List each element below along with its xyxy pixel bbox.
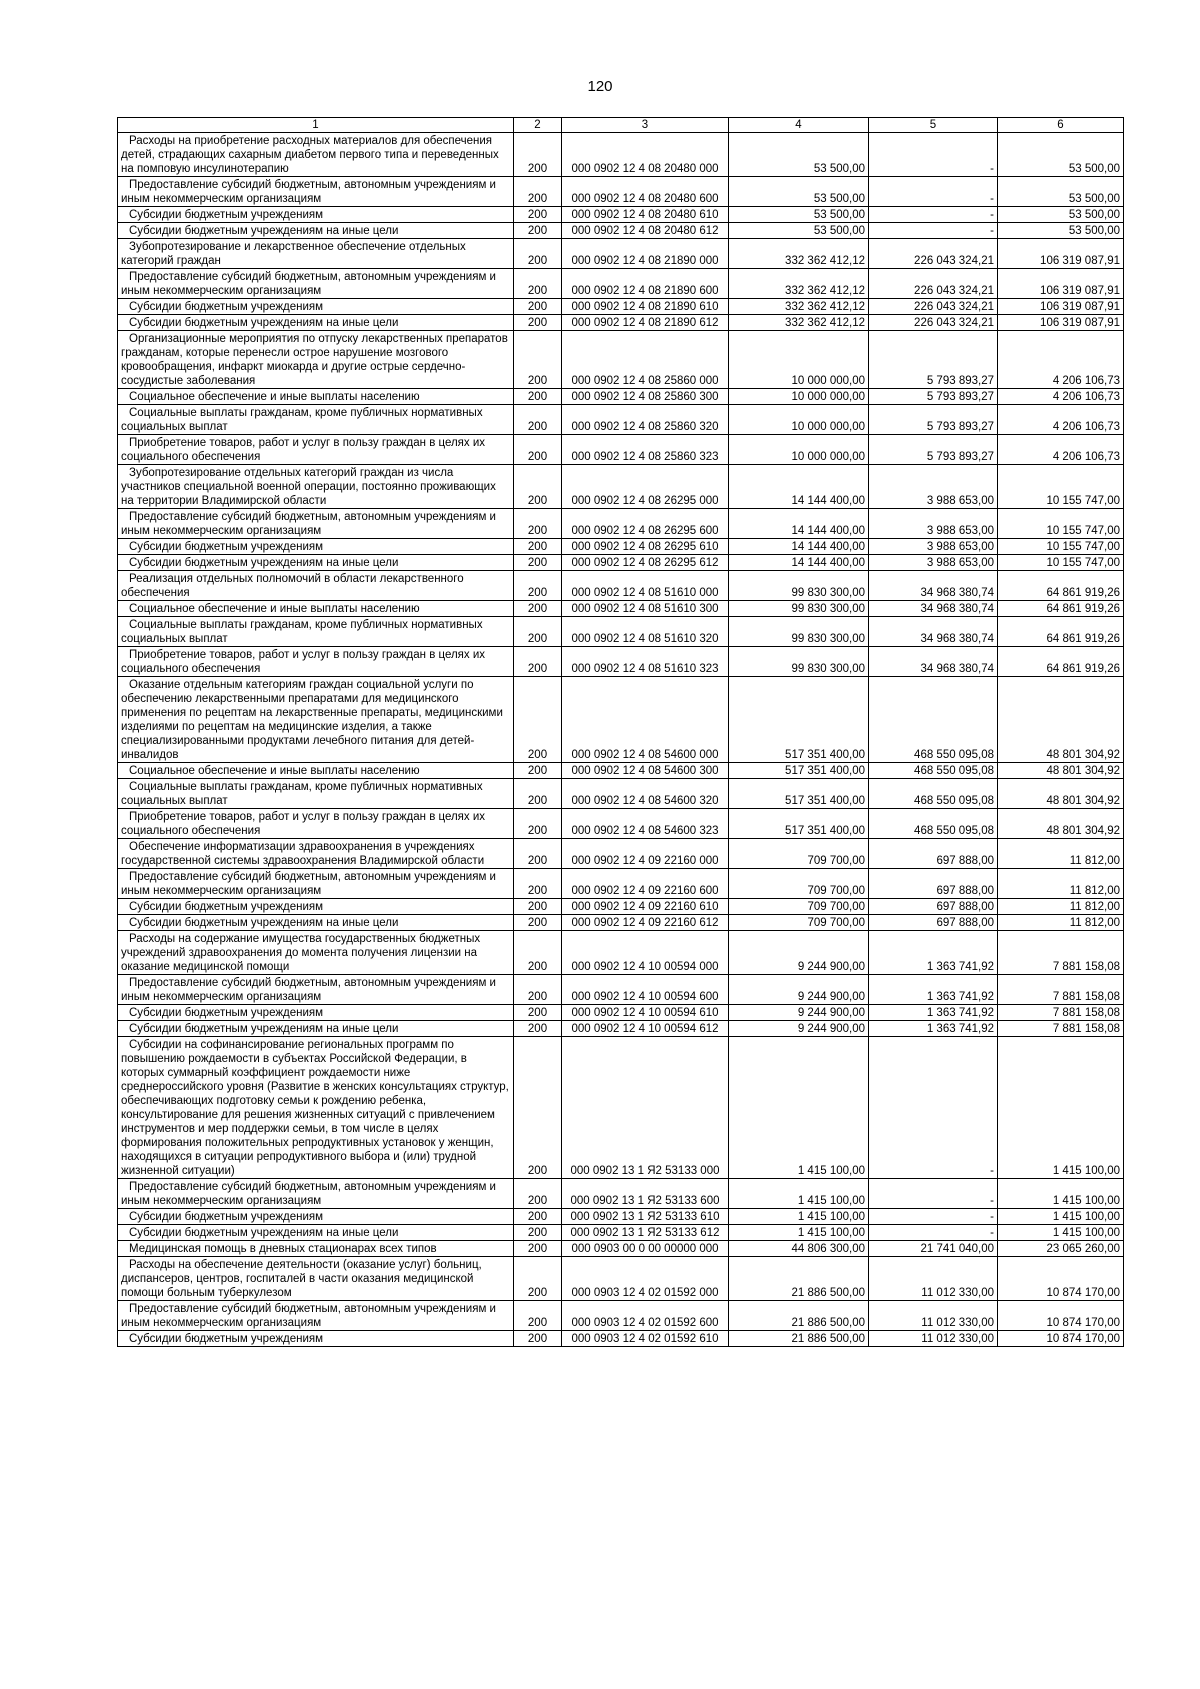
budget-code-cell: 000 0902 12 4 08 26295 610 (562, 539, 729, 555)
table-row (118, 1037, 1124, 1179)
budget-code-cell: 000 0903 00 0 00 00000 000 (562, 1241, 729, 1257)
approved-amount-cell: 517 351 400,00 (729, 809, 869, 839)
table-row (118, 315, 1124, 331)
row-name-cell: Расходы на обеспечение деятельности (оказание услуг) больниц, диспансеров, центров, госпиталей в части оказания медицинской помощи больным туберкулезом (118, 1257, 514, 1301)
table-row (118, 601, 1124, 617)
budget-code-cell: 000 0902 12 4 08 54600 000 (562, 677, 729, 763)
row-name-cell: Субсидии бюджетным учреждениям на иные цели (118, 1225, 514, 1241)
admin-code-cell: 200 (514, 779, 562, 809)
unexecuted-amount-cell: 10 155 747,00 (998, 465, 1124, 509)
table-row (118, 389, 1124, 405)
unexecuted-amount-cell: 48 801 304,92 (998, 763, 1124, 779)
row-name-cell: Зубопротезирование отдельных категорий граждан из числа участников специальной военной операции, постоянно проживающих на территории Владимирской области (118, 465, 514, 509)
unexecuted-amount-cell: 64 861 919,26 (998, 571, 1124, 601)
table-row (118, 1241, 1124, 1257)
admin-code-cell: 200 (514, 1021, 562, 1037)
approved-amount-cell: 53 500,00 (729, 177, 869, 207)
row-name-cell: Приобретение товаров, работ и услуг в пользу граждан в целях их социального обеспечения (118, 647, 514, 677)
admin-code-cell: 200 (514, 839, 562, 869)
row-name-cell: Расходы на приобретение расходных материалов для обеспечения детей, страдающих сахарным диабетом первого типа и переведенных на помповую инсулинотерапию (118, 133, 514, 177)
budget-code-cell: 000 0902 12 4 09 22160 600 (562, 869, 729, 899)
admin-code-cell: 200 (514, 1241, 562, 1257)
admin-code-cell: 200 (514, 1331, 562, 1347)
approved-amount-cell: 1 415 100,00 (729, 1179, 869, 1209)
table-row (118, 869, 1124, 899)
approved-amount-cell: 14 144 400,00 (729, 539, 869, 555)
budget-code-cell: 000 0902 12 4 08 54600 320 (562, 779, 729, 809)
budget-code-cell: 000 0902 12 4 08 21890 612 (562, 315, 729, 331)
table-row (118, 465, 1124, 509)
approved-amount-cell: 21 886 500,00 (729, 1301, 869, 1331)
unexecuted-amount-cell: 10 874 170,00 (998, 1257, 1124, 1301)
unexecuted-amount-cell: 10 155 747,00 (998, 539, 1124, 555)
column-number-row (118, 118, 1124, 133)
executed-amount-cell: 1 363 741,92 (869, 1005, 998, 1021)
table-row (118, 1257, 1124, 1301)
approved-amount-cell: 332 362 412,12 (729, 299, 869, 315)
admin-code-cell: 200 (514, 509, 562, 539)
executed-amount-cell: 34 968 380,74 (869, 571, 998, 601)
executed-amount-cell: 3 988 653,00 (869, 555, 998, 571)
executed-amount-cell: 5 793 893,27 (869, 405, 998, 435)
executed-amount-cell: 3 988 653,00 (869, 539, 998, 555)
row-name-cell: Предоставление субсидий бюджетным, автономным учреждениям и иным некоммерческим организациям (118, 177, 514, 207)
table-row (118, 763, 1124, 779)
row-name-cell: Предоставление субсидий бюджетным, автономным учреждениям и иным некоммерческим организациям (118, 869, 514, 899)
budget-code-cell: 000 0902 12 4 08 20480 612 (562, 223, 729, 239)
approved-amount-cell: 99 830 300,00 (729, 601, 869, 617)
admin-code-cell: 200 (514, 677, 562, 763)
approved-amount-cell: 709 700,00 (729, 839, 869, 869)
approved-amount-cell: 21 886 500,00 (729, 1257, 869, 1301)
approved-amount-cell: 21 886 500,00 (729, 1331, 869, 1347)
table-row (118, 975, 1124, 1005)
column-header-4: 4 (729, 118, 869, 133)
unexecuted-amount-cell: 10 155 747,00 (998, 555, 1124, 571)
table-row (118, 617, 1124, 647)
budget-code-cell: 000 0902 13 1 Я2 53133 612 (562, 1225, 729, 1241)
table-row (118, 1209, 1124, 1225)
budget-code-cell: 000 0902 12 4 08 26295 000 (562, 465, 729, 509)
executed-amount-cell: 11 012 330,00 (869, 1331, 998, 1347)
budget-code-cell: 000 0902 12 4 10 00594 612 (562, 1021, 729, 1037)
row-name-cell: Предоставление субсидий бюджетным, автономным учреждениям и иным некоммерческим организациям (118, 1301, 514, 1331)
unexecuted-amount-cell: 64 861 919,26 (998, 601, 1124, 617)
row-name-cell: Субсидии бюджетным учреждениям (118, 899, 514, 915)
budget-code-cell: 000 0902 13 1 Я2 53133 600 (562, 1179, 729, 1209)
approved-amount-cell: 9 244 900,00 (729, 1005, 869, 1021)
row-name-cell: Социальные выплаты гражданам, кроме публичных нормативных социальных выплат (118, 405, 514, 435)
unexecuted-amount-cell: 1 415 100,00 (998, 1179, 1124, 1209)
column-header-2: 2 (514, 118, 562, 133)
table-row (118, 133, 1124, 177)
row-name-cell: Приобретение товаров, работ и услуг в пользу граждан в целях их социального обеспечения (118, 435, 514, 465)
unexecuted-amount-cell: 1 415 100,00 (998, 1037, 1124, 1179)
table-row (118, 177, 1124, 207)
executed-amount-cell: 697 888,00 (869, 839, 998, 869)
unexecuted-amount-cell: 4 206 106,73 (998, 331, 1124, 389)
row-name-cell: Субсидии бюджетным учреждениям (118, 1331, 514, 1347)
admin-code-cell: 200 (514, 1225, 562, 1241)
approved-amount-cell: 332 362 412,12 (729, 315, 869, 331)
executed-amount-cell: 226 043 324,21 (869, 269, 998, 299)
budget-code-cell: 000 0902 12 4 10 00594 610 (562, 1005, 729, 1021)
unexecuted-amount-cell: 10 874 170,00 (998, 1301, 1124, 1331)
admin-code-cell: 200 (514, 177, 562, 207)
admin-code-cell: 200 (514, 1301, 562, 1331)
executed-amount-cell: 5 793 893,27 (869, 331, 998, 389)
table-row (118, 931, 1124, 975)
budget-code-cell: 000 0902 12 4 08 25860 320 (562, 405, 729, 435)
unexecuted-amount-cell: 106 319 087,91 (998, 299, 1124, 315)
budget-code-cell: 000 0902 12 4 09 22160 000 (562, 839, 729, 869)
row-name-cell: Предоставление субсидий бюджетным, автономным учреждениям и иным некоммерческим организациям (118, 1179, 514, 1209)
unexecuted-amount-cell: 4 206 106,73 (998, 435, 1124, 465)
table-row (118, 571, 1124, 601)
approved-amount-cell: 99 830 300,00 (729, 647, 869, 677)
row-name-cell: Субсидии бюджетным учреждениям на иные цели (118, 1021, 514, 1037)
budget-code-cell: 000 0902 12 4 08 25860 300 (562, 389, 729, 405)
unexecuted-amount-cell: 10 874 170,00 (998, 1331, 1124, 1347)
unexecuted-amount-cell: 106 319 087,91 (998, 315, 1124, 331)
row-name-cell: Субсидии бюджетным учреждениям на иные цели (118, 915, 514, 931)
approved-amount-cell: 709 700,00 (729, 899, 869, 915)
admin-code-cell: 200 (514, 405, 562, 435)
row-name-cell: Реализация отдельных полномочий в области лекарственного обеспечения (118, 571, 514, 601)
budget-code-cell: 000 0902 12 4 09 22160 612 (562, 915, 729, 931)
approved-amount-cell: 517 351 400,00 (729, 763, 869, 779)
approved-amount-cell: 1 415 100,00 (729, 1209, 869, 1225)
budget-code-cell: 000 0902 12 4 08 20480 610 (562, 207, 729, 223)
row-name-cell: Приобретение товаров, работ и услуг в пользу граждан в целях их социального обеспечения (118, 809, 514, 839)
budget-code-cell: 000 0902 12 4 09 22160 610 (562, 899, 729, 915)
approved-amount-cell: 14 144 400,00 (729, 509, 869, 539)
row-name-cell: Предоставление субсидий бюджетным, автономным учреждениям и иным некоммерческим организациям (118, 269, 514, 299)
budget-code-cell: 000 0902 12 4 08 26295 612 (562, 555, 729, 571)
unexecuted-amount-cell: 10 155 747,00 (998, 509, 1124, 539)
approved-amount-cell: 709 700,00 (729, 869, 869, 899)
column-header-1: 1 (118, 118, 514, 133)
executed-amount-cell: 226 043 324,21 (869, 299, 998, 315)
approved-amount-cell: 709 700,00 (729, 915, 869, 931)
row-name-cell: Субсидии бюджетным учреждениям на иные цели (118, 315, 514, 331)
table-row (118, 677, 1124, 763)
approved-amount-cell: 9 244 900,00 (729, 1021, 869, 1037)
unexecuted-amount-cell: 1 415 100,00 (998, 1209, 1124, 1225)
unexecuted-amount-cell: 106 319 087,91 (998, 269, 1124, 299)
unexecuted-amount-cell: 48 801 304,92 (998, 677, 1124, 763)
unexecuted-amount-cell: 11 812,00 (998, 915, 1124, 931)
table-row (118, 1225, 1124, 1241)
executed-amount-cell: 11 012 330,00 (869, 1301, 998, 1331)
admin-code-cell: 200 (514, 975, 562, 1005)
executed-amount-cell: 5 793 893,27 (869, 389, 998, 405)
row-name-cell: Субсидии бюджетным учреждениям на иные цели (118, 555, 514, 571)
admin-code-cell: 200 (514, 1209, 562, 1225)
unexecuted-amount-cell: 7 881 158,08 (998, 1021, 1124, 1037)
budget-code-cell: 000 0902 13 1 Я2 53133 610 (562, 1209, 729, 1225)
executed-amount-cell: 3 988 653,00 (869, 465, 998, 509)
admin-code-cell: 200 (514, 389, 562, 405)
admin-code-cell: 200 (514, 1257, 562, 1301)
unexecuted-amount-cell: 106 319 087,91 (998, 239, 1124, 269)
admin-code-cell: 200 (514, 1005, 562, 1021)
approved-amount-cell: 14 144 400,00 (729, 555, 869, 571)
row-name-cell: Оказание отдельным категориям граждан социальной услуги по обеспечению лекарственными препаратами для медицинского применения по рецептам на лекарственные препараты, медицинскими изделиями по рецептам на медицинские изделия, а также специализированными продуктами лечебного питания для детей-инвалидов (118, 677, 514, 763)
approved-amount-cell: 332 362 412,12 (729, 239, 869, 269)
approved-amount-cell: 10 000 000,00 (729, 435, 869, 465)
budget-code-cell: 000 0902 12 4 08 25860 000 (562, 331, 729, 389)
row-name-cell: Расходы на содержание имущества государственных бюджетных учреждений здравоохранения до момента получения лицензии на оказание медицинской помощи (118, 931, 514, 975)
budget-code-cell: 000 0902 12 4 08 21890 000 (562, 239, 729, 269)
executed-amount-cell: 468 550 095,08 (869, 677, 998, 763)
table-row (118, 509, 1124, 539)
column-header-3: 3 (562, 118, 729, 133)
budget-code-cell: 000 0902 12 4 08 54600 323 (562, 809, 729, 839)
row-name-cell: Социальные выплаты гражданам, кроме публичных нормативных социальных выплат (118, 617, 514, 647)
table-row (118, 1331, 1124, 1347)
admin-code-cell: 200 (514, 763, 562, 779)
admin-code-cell: 200 (514, 869, 562, 899)
table-row (118, 1021, 1124, 1037)
unexecuted-amount-cell: 23 065 260,00 (998, 1241, 1124, 1257)
executed-amount-cell: 34 968 380,74 (869, 601, 998, 617)
table-row (118, 223, 1124, 239)
budget-code-cell: 000 0902 12 4 08 25860 323 (562, 435, 729, 465)
executed-amount-cell: - (869, 1225, 998, 1241)
approved-amount-cell: 1 415 100,00 (729, 1037, 869, 1179)
executed-amount-cell: 226 043 324,21 (869, 239, 998, 269)
budget-code-cell: 000 0902 12 4 08 51610 300 (562, 601, 729, 617)
budget-code-cell: 000 0902 12 4 08 51610 323 (562, 647, 729, 677)
budget-code-cell: 000 0902 12 4 08 54600 300 (562, 763, 729, 779)
table-row (118, 809, 1124, 839)
row-name-cell: Субсидии на софинансирование региональных программ по повышению рождаемости в субъектах Российской Федерации, в которых суммарный коэффициент рождаемости ниже среднероссийского уровня (Развитие в женских консультациях структур, обеспечивающих подготовку семьи к рождению ребенка, консультирование для решения жизненных ситуаций с привлечением инструментов и мер поддержки семьи, в том числе в целях формирования положительных репродуктивных установок у женщин, находящихся в ситуации репродуктивного выбора и (или) трудной жизненной ситуации) (118, 1037, 514, 1179)
table-row (118, 539, 1124, 555)
unexecuted-amount-cell: 48 801 304,92 (998, 779, 1124, 809)
table-row (118, 269, 1124, 299)
executed-amount-cell: - (869, 207, 998, 223)
row-name-cell: Субсидии бюджетным учреждениям (118, 539, 514, 555)
table-row (118, 239, 1124, 269)
unexecuted-amount-cell: 7 881 158,08 (998, 931, 1124, 975)
executed-amount-cell: - (869, 223, 998, 239)
approved-amount-cell: 332 362 412,12 (729, 269, 869, 299)
admin-code-cell: 200 (514, 915, 562, 931)
executed-amount-cell: - (869, 1179, 998, 1209)
column-header-6: 6 (998, 118, 1124, 133)
approved-amount-cell: 44 806 300,00 (729, 1241, 869, 1257)
row-name-cell: Обеспечение информатизации здравоохранения в учреждениях государственной системы здравоохранения Владимирской области (118, 839, 514, 869)
admin-code-cell: 200 (514, 617, 562, 647)
executed-amount-cell: 226 043 324,21 (869, 315, 998, 331)
admin-code-cell: 200 (514, 809, 562, 839)
admin-code-cell: 200 (514, 435, 562, 465)
executed-amount-cell: 21 741 040,00 (869, 1241, 998, 1257)
table-row (118, 915, 1124, 931)
approved-amount-cell: 9 244 900,00 (729, 931, 869, 975)
unexecuted-amount-cell: 1 415 100,00 (998, 1225, 1124, 1241)
table-row (118, 555, 1124, 571)
admin-code-cell: 200 (514, 1179, 562, 1209)
budget-table-container (117, 117, 1123, 1347)
approved-amount-cell: 517 351 400,00 (729, 779, 869, 809)
admin-code-cell: 200 (514, 555, 562, 571)
row-name-cell: Социальное обеспечение и иные выплаты населению (118, 763, 514, 779)
row-name-cell: Субсидии бюджетным учреждениям (118, 1005, 514, 1021)
budget-code-cell: 000 0902 12 4 08 51610 320 (562, 617, 729, 647)
admin-code-cell: 200 (514, 931, 562, 975)
executed-amount-cell: 3 988 653,00 (869, 509, 998, 539)
unexecuted-amount-cell: 64 861 919,26 (998, 617, 1124, 647)
table-body (118, 133, 1124, 1347)
unexecuted-amount-cell: 53 500,00 (998, 223, 1124, 239)
admin-code-cell: 200 (514, 207, 562, 223)
page-number: 120 (587, 78, 613, 95)
row-name-cell: Организационные мероприятия по отпуску лекарственных препаратов гражданам, которые перенесли острое нарушение мозгового кровообращения, инфаркт миокарда и другие острые сердечно-сосудистые заболевания (118, 331, 514, 389)
budget-code-cell: 000 0902 12 4 08 26295 600 (562, 509, 729, 539)
executed-amount-cell: 5 793 893,27 (869, 435, 998, 465)
executed-amount-cell: 34 968 380,74 (869, 617, 998, 647)
approved-amount-cell: 10 000 000,00 (729, 405, 869, 435)
admin-code-cell: 200 (514, 223, 562, 239)
row-name-cell: Субсидии бюджетным учреждениям на иные цели (118, 223, 514, 239)
unexecuted-amount-cell: 64 861 919,26 (998, 647, 1124, 677)
approved-amount-cell: 10 000 000,00 (729, 389, 869, 405)
unexecuted-amount-cell: 7 881 158,08 (998, 1005, 1124, 1021)
table-row (118, 1005, 1124, 1021)
approved-amount-cell: 14 144 400,00 (729, 465, 869, 509)
table-row (118, 299, 1124, 315)
unexecuted-amount-cell: 53 500,00 (998, 133, 1124, 177)
executed-amount-cell: - (869, 133, 998, 177)
admin-code-cell: 200 (514, 465, 562, 509)
admin-code-cell: 200 (514, 601, 562, 617)
row-name-cell: Социальное обеспечение и иные выплаты населению (118, 601, 514, 617)
budget-code-cell: 000 0902 12 4 08 20480 600 (562, 177, 729, 207)
approved-amount-cell: 53 500,00 (729, 223, 869, 239)
unexecuted-amount-cell: 11 812,00 (998, 839, 1124, 869)
approved-amount-cell: 1 415 100,00 (729, 1225, 869, 1241)
unexecuted-amount-cell: 4 206 106,73 (998, 389, 1124, 405)
admin-code-cell: 200 (514, 899, 562, 915)
executed-amount-cell: - (869, 177, 998, 207)
table-row (118, 1179, 1124, 1209)
executed-amount-cell: 1 363 741,92 (869, 1021, 998, 1037)
row-name-cell: Медицинская помощь в дневных стационарах всех типов (118, 1241, 514, 1257)
row-name-cell: Предоставление субсидий бюджетным, автономным учреждениям и иным некоммерческим организациям (118, 509, 514, 539)
admin-code-cell: 200 (514, 315, 562, 331)
unexecuted-amount-cell: 48 801 304,92 (998, 809, 1124, 839)
admin-code-cell: 200 (514, 133, 562, 177)
executed-amount-cell: 468 550 095,08 (869, 779, 998, 809)
budget-execution-table (117, 117, 1124, 1347)
approved-amount-cell: 99 830 300,00 (729, 571, 869, 601)
admin-code-cell: 200 (514, 571, 562, 601)
unexecuted-amount-cell: 53 500,00 (998, 207, 1124, 223)
executed-amount-cell: 697 888,00 (869, 915, 998, 931)
budget-code-cell: 000 0903 12 4 02 01592 600 (562, 1301, 729, 1331)
admin-code-cell: 200 (514, 647, 562, 677)
row-name-cell: Субсидии бюджетным учреждениям (118, 1209, 514, 1225)
unexecuted-amount-cell: 7 881 158,08 (998, 975, 1124, 1005)
executed-amount-cell: - (869, 1037, 998, 1179)
table-row (118, 839, 1124, 869)
table-row (118, 331, 1124, 389)
row-name-cell: Социальные выплаты гражданам, кроме публичных нормативных социальных выплат (118, 779, 514, 809)
unexecuted-amount-cell: 11 812,00 (998, 899, 1124, 915)
admin-code-cell: 200 (514, 299, 562, 315)
admin-code-cell: 200 (514, 239, 562, 269)
executed-amount-cell: 468 550 095,08 (869, 809, 998, 839)
executed-amount-cell: - (869, 1209, 998, 1225)
table-row (118, 207, 1124, 223)
approved-amount-cell: 53 500,00 (729, 207, 869, 223)
column-header-5: 5 (869, 118, 998, 133)
budget-code-cell: 000 0902 12 4 08 21890 610 (562, 299, 729, 315)
executed-amount-cell: 468 550 095,08 (869, 763, 998, 779)
executed-amount-cell: 697 888,00 (869, 899, 998, 915)
executed-amount-cell: 1 363 741,92 (869, 975, 998, 1005)
budget-code-cell: 000 0902 12 4 08 51610 000 (562, 571, 729, 601)
row-name-cell: Социальное обеспечение и иные выплаты населению (118, 389, 514, 405)
budget-code-cell: 000 0902 12 4 08 21890 600 (562, 269, 729, 299)
row-name-cell: Зубопротезирование и лекарственное обеспечение отдельных категорий граждан (118, 239, 514, 269)
approved-amount-cell: 99 830 300,00 (729, 617, 869, 647)
executed-amount-cell: 1 363 741,92 (869, 931, 998, 975)
table-row (118, 1301, 1124, 1331)
admin-code-cell: 200 (514, 1037, 562, 1179)
row-name-cell: Субсидии бюджетным учреждениям (118, 207, 514, 223)
budget-code-cell: 000 0902 12 4 08 20480 000 (562, 133, 729, 177)
budget-code-cell: 000 0903 12 4 02 01592 610 (562, 1331, 729, 1347)
admin-code-cell: 200 (514, 539, 562, 555)
table-row (118, 405, 1124, 435)
table-row (118, 899, 1124, 915)
table-row (118, 647, 1124, 677)
approved-amount-cell: 9 244 900,00 (729, 975, 869, 1005)
unexecuted-amount-cell: 4 206 106,73 (998, 405, 1124, 435)
admin-code-cell: 200 (514, 269, 562, 299)
unexecuted-amount-cell: 53 500,00 (998, 177, 1124, 207)
row-name-cell: Субсидии бюджетным учреждениям (118, 299, 514, 315)
budget-code-cell: 000 0903 12 4 02 01592 000 (562, 1257, 729, 1301)
approved-amount-cell: 10 000 000,00 (729, 331, 869, 389)
table-row (118, 779, 1124, 809)
budget-code-cell: 000 0902 13 1 Я2 53133 000 (562, 1037, 729, 1179)
table-row (118, 435, 1124, 465)
row-name-cell: Предоставление субсидий бюджетным, автономным учреждениям и иным некоммерческим организациям (118, 975, 514, 1005)
budget-code-cell: 000 0902 12 4 10 00594 000 (562, 931, 729, 975)
executed-amount-cell: 697 888,00 (869, 869, 998, 899)
admin-code-cell: 200 (514, 331, 562, 389)
approved-amount-cell: 517 351 400,00 (729, 677, 869, 763)
executed-amount-cell: 34 968 380,74 (869, 647, 998, 677)
unexecuted-amount-cell: 11 812,00 (998, 869, 1124, 899)
executed-amount-cell: 11 012 330,00 (869, 1257, 998, 1301)
approved-amount-cell: 53 500,00 (729, 133, 869, 177)
budget-code-cell: 000 0902 12 4 10 00594 600 (562, 975, 729, 1005)
